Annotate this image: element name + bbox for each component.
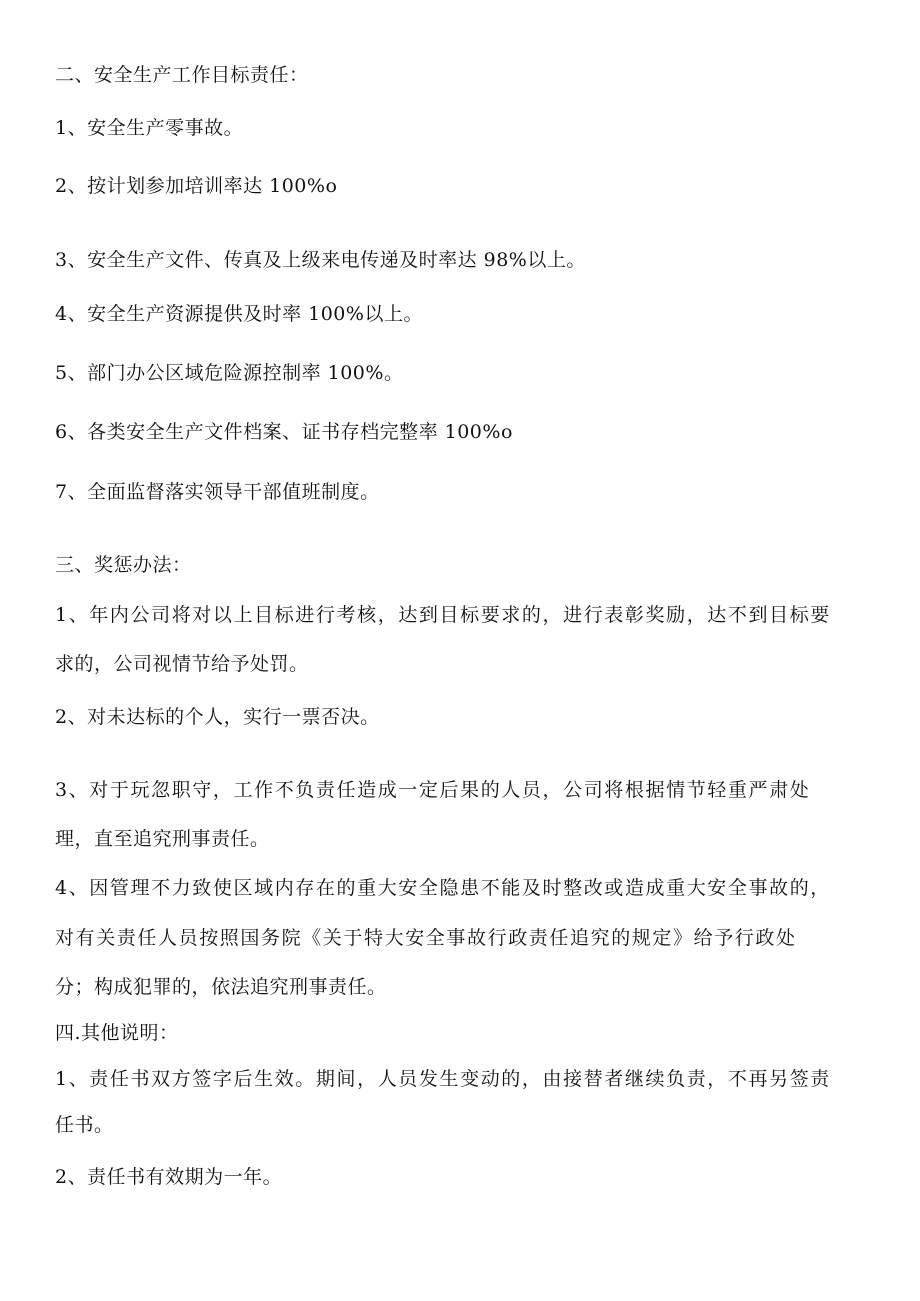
section-3-item-4-line-1: 4、因管理不力致使区域内存在的重大安全隐患不能及时整改或造成重大安全事故的， (55, 877, 831, 899)
section-4-item-1-line-1: 1、责任书双方签字后生效。期间，人员发生变动的，由接替者继续负责，不再另签责 (55, 1068, 831, 1090)
section-3-item-1-line-1: 1、年内公司将对以上目标进行考核，达到目标要求的，进行表彰奖励，达不到目标要 (55, 604, 831, 626)
section-3-item-3-line-2: 理，直至追究刑事责任。 (55, 828, 270, 850)
section-2-item-4: 4、安全生产资源提供及时率 100%以上。 (55, 303, 423, 325)
section-3-item-1-line-2: 求的，公司视情节给予处罚。 (55, 653, 309, 675)
section-3-item-2: 2、对未达标的个人，实行一票否决。 (55, 706, 380, 728)
section-2-heading: 二、安全生产工作目标责任： (55, 64, 309, 86)
section-4-item-2: 2、责任书有效期为一年。 (55, 1166, 283, 1188)
section-3-heading: 三、奖惩办法： (55, 554, 192, 576)
section-2-item-2: 2、按计划参加培训率达 100%o (55, 175, 338, 197)
section-2-item-5: 5、部门办公区域危险源控制率 100%。 (55, 362, 404, 384)
section-3-item-4-line-2: 对有关责任人员按照国务院《关于特大安全事故行政责任追究的规定》给予行政处 (55, 927, 797, 949)
section-2-item-6: 6、各类安全生产文件档案、证书存档完整率 100%o (55, 421, 513, 443)
section-2-item-1: 1、安全生产零事故。 (55, 117, 244, 139)
section-4-item-1-line-2: 任书。 (55, 1114, 114, 1136)
section-2-item-7: 7、全面监督落实领导干部值班制度。 (55, 481, 380, 503)
section-3-item-4-line-3: 分；构成犯罪的，依法追究刑事责任。 (55, 976, 387, 998)
section-2-item-3: 3、安全生产文件、传真及上级来电传递及时率达 98%以上。 (55, 249, 586, 271)
section-4-heading: 四.其他说明： (55, 1022, 179, 1044)
section-3-item-3-line-1: 3、对于玩忽职守，工作不负责任造成一定后果的人员，公司将根据情节轻重严肃处 (55, 779, 811, 801)
